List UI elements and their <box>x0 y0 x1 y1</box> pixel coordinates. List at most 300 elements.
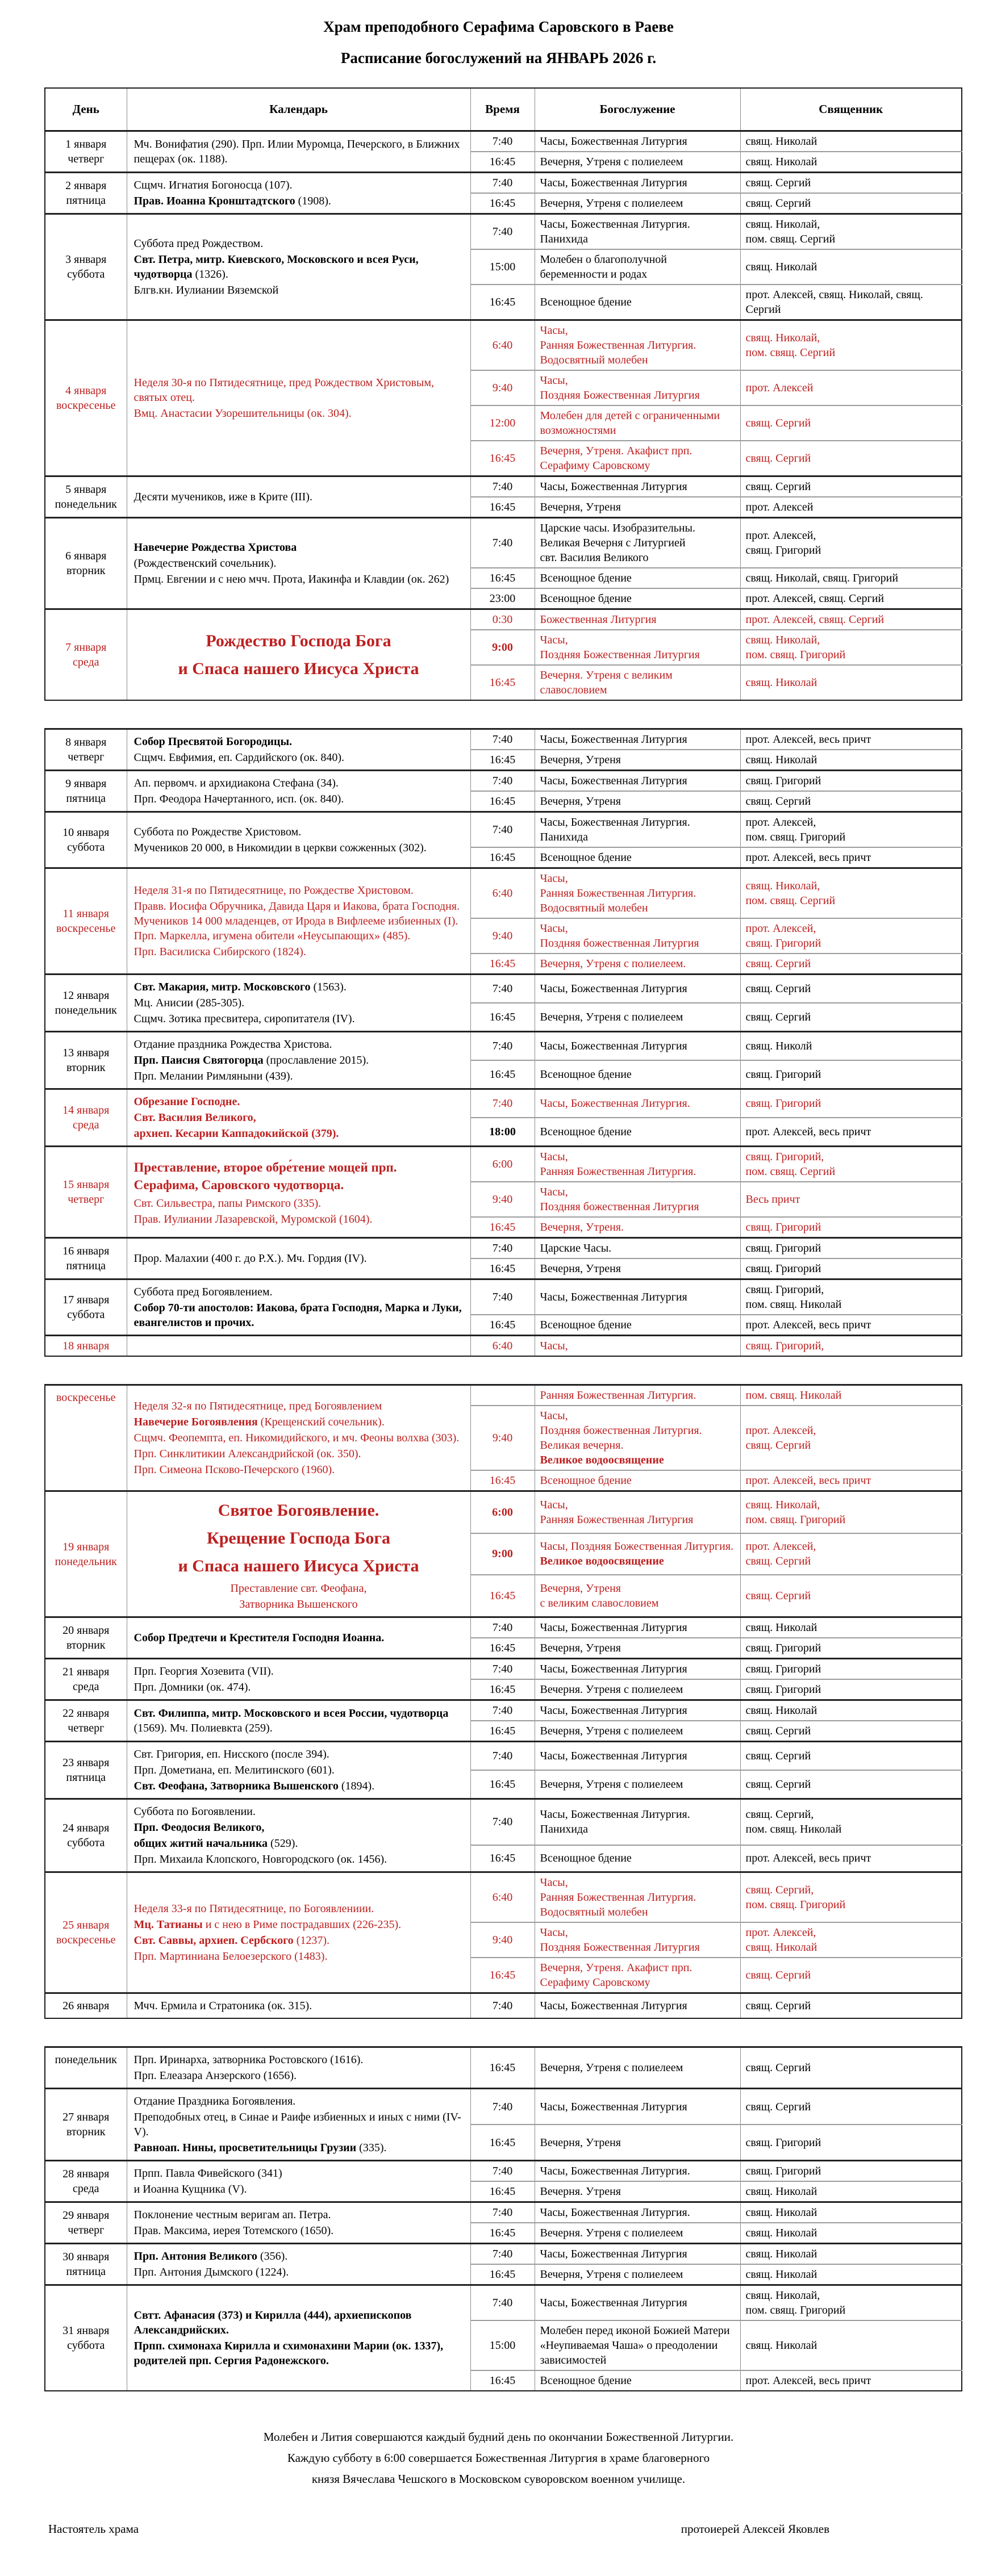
day-cell <box>45 1742 127 1799</box>
priest-cell <box>740 975 962 1003</box>
text-segment: (1237). <box>293 1934 330 1947</box>
text-line: Затворника Вышенского <box>239 1598 358 1611</box>
text-line: пом. свящ. Николай <box>745 1823 842 1836</box>
priest-cell <box>740 2089 962 2125</box>
text-line: Ранняя Божественная Литургия. <box>540 1891 696 1904</box>
text-line: свящ. Григорий <box>745 1262 821 1275</box>
priest-cell <box>740 193 962 214</box>
service-cell <box>535 1279 740 1315</box>
priest-cell <box>740 497 962 518</box>
date-label: 14 января <box>62 1104 110 1116</box>
schedule-row <box>45 1089 962 1118</box>
time-cell: 9:00 <box>470 630 535 665</box>
weekday-label: пятница <box>66 792 106 805</box>
calendar-cell <box>127 1491 470 1617</box>
text-line: Прп. Дометиана, еп. Мелитинского (601). <box>134 1764 335 1776</box>
text-line: Поклонение честным веригам ап. Петра. <box>134 2209 331 2221</box>
text-line: Вечерня, Утреня <box>540 1262 621 1275</box>
text-segment: Свт. Филиппа, митр. Московского и всея России, чудотворца <box>134 1707 449 1720</box>
service-cell <box>535 729 740 750</box>
time-cell: 16:45 <box>470 1575 535 1617</box>
text-line: свящ. Григорий <box>745 937 821 950</box>
text-line: свящ. Сергий <box>745 452 811 465</box>
text-line: пом. свящ. Григорий <box>745 649 846 661</box>
service-cell <box>535 1845 740 1872</box>
rector-label: Настоятель храма <box>48 2522 139 2536</box>
text-line: Прп. Василиска Сибирского (1824). <box>134 946 306 958</box>
text-line: Вечерня, Утреня с полиелеем <box>540 197 683 210</box>
date-label: 25 января <box>62 1919 110 1931</box>
text-line: Часы, <box>540 1186 568 1198</box>
priest-cell <box>740 1406 962 1470</box>
priest-cell <box>740 1217 962 1238</box>
text-line <box>134 194 464 208</box>
text-line: Свт. Василия Великого, <box>134 1111 256 1124</box>
text-line: Часы, Божественная Литургия <box>540 1750 687 1762</box>
text-line: Часы, Божественная Литургия <box>540 2000 687 2012</box>
text-segment: (335). <box>356 2142 387 2154</box>
service-cell <box>535 630 740 665</box>
service-cell <box>535 285 740 320</box>
text-line: Святое Богоявление. <box>218 1501 379 1520</box>
text-line <box>134 1415 464 1429</box>
text-line: прот. Алексей <box>745 382 814 394</box>
text-line: свящ. Николай <box>745 2339 817 2352</box>
text-line: свящ. Сергий <box>745 1778 811 1791</box>
calendar-cell <box>127 131 470 173</box>
schedule-row <box>45 1279 962 1315</box>
priest-cell <box>740 2264 962 2285</box>
calendar-cell <box>127 518 470 609</box>
text-line: Ранняя Божественная Литургия. <box>540 1389 696 1402</box>
time-cell: 16:45 <box>470 285 535 320</box>
priest-cell <box>740 750 962 771</box>
text-line: Вечерня, Утреня с полиелеем <box>540 2268 683 2281</box>
time-cell: 7:40 <box>470 214 535 250</box>
priest-cell <box>740 1799 962 1845</box>
schedule-row <box>45 1799 962 1845</box>
text-line: Мучеников 20 000, в Никомидии в церкви сожженных (302). <box>134 842 427 854</box>
weekday-label: понедельник <box>55 1004 117 1017</box>
service-cell <box>535 320 740 371</box>
time-cell: 16:45 <box>470 1770 535 1799</box>
time-cell: 16:45 <box>470 1258 535 1279</box>
text-line: Правв. Иосифа Обручника, Давида Царя и Иакова, брата Господня. Мучеников 14 000 младенцев, от Ирода в Вифлееме избиенных (I). Прп. Маркелла, игумена обители «Неусыпающих» (485). <box>134 900 460 942</box>
text-line: Вмц. Анастасии Узорешительницы (ок. 304). <box>134 407 352 420</box>
priest-cell <box>740 1118 962 1147</box>
time-cell: 7:40 <box>470 1659 535 1680</box>
priest-cell <box>740 729 962 750</box>
text-line: Вечерня, Утреня <box>540 754 621 766</box>
weekday-label: суббота <box>67 1308 105 1321</box>
time-cell: 7:40 <box>470 476 535 497</box>
service-cell <box>535 2223 740 2244</box>
day-cell <box>45 2244 127 2285</box>
time-cell: 16:45 <box>470 1217 535 1238</box>
text-segment: Навечерие Рождества Христова <box>134 541 297 554</box>
day-cell <box>45 1279 127 1336</box>
calendar-cell <box>127 1659 470 1700</box>
service-cell <box>535 405 740 441</box>
text-segment: Свт. Петра, митр. Киевского, Московского и всея Руси, чудотворца <box>134 253 419 281</box>
service-cell <box>535 1617 740 1638</box>
text-line: Всенощное бдение <box>540 1126 632 1138</box>
text-line <box>134 540 464 555</box>
service-cell <box>535 2161 740 2182</box>
time-cell: 16:45 <box>470 152 535 173</box>
day-cell <box>45 868 127 975</box>
weekday-label: понедельник <box>55 1555 117 1568</box>
text-line: Мч. Вонифатия (290). Прп. Илии Муромца, Печерского, в Ближних пещерах (ок. 1188). <box>134 138 460 165</box>
date-label: 31 января <box>62 2324 110 2337</box>
text-line: Часы, Божественная Литургия <box>540 733 687 746</box>
text-line: Вечерня, Утреня с полиелеем <box>540 1778 683 1791</box>
schedule-table-4 <box>44 2046 962 2391</box>
text-line: Суббота пред Рождеством. <box>134 237 264 250</box>
time-cell: 9:40 <box>470 1406 535 1470</box>
text-line: Часы, Божественная Литургия <box>540 1291 687 1303</box>
priest-cell <box>740 2125 962 2161</box>
text-line: Царские Часы. <box>540 1242 612 1254</box>
day-cell <box>45 1385 127 1491</box>
text-line: Вечерня. Утреня с полиелеем <box>540 1683 683 1696</box>
text-line: Отдание праздника Рождества Христова. <box>134 1038 332 1051</box>
priest-cell <box>740 609 962 630</box>
signature-row <box>48 2522 829 2536</box>
service-cell <box>535 771 740 792</box>
service-cell <box>535 497 740 518</box>
text-segment: Прп. Антония Великого <box>134 2250 257 2263</box>
service-cell <box>535 1638 740 1659</box>
text-line: Поздняя божественная Литургия <box>540 937 699 950</box>
text-line: Суббота по Рождестве Христовом. <box>134 826 302 838</box>
time-cell: 16:45 <box>470 847 535 868</box>
schedule-row <box>45 1617 962 1638</box>
calendar-cell <box>127 771 470 812</box>
calendar-cell <box>127 2047 470 2089</box>
priest-cell <box>740 2161 962 2182</box>
time-cell: 7:40 <box>470 173 535 194</box>
text-line: Великое водоосвящение <box>540 1454 664 1466</box>
priest-cell <box>740 131 962 152</box>
schedule-row <box>45 131 962 152</box>
date-label: 17 января <box>62 1294 110 1306</box>
schedule-row <box>45 2285 962 2321</box>
text-line: Вечерня, Утреня с полиелеем. <box>540 957 686 970</box>
weekday-label: четверг <box>68 1193 105 1206</box>
text-line: свящ. Григорий <box>745 1683 821 1696</box>
date-label: 2 января <box>65 179 107 192</box>
text-segment: Прп. Феодосия Великого, <box>134 1821 265 1834</box>
day-cell <box>45 975 127 1032</box>
text-line: свящ. Сергий <box>745 1750 811 1762</box>
text-line: Часы, Божественная Литургия. <box>540 2165 690 2177</box>
service-cell <box>535 665 740 700</box>
day-cell <box>45 2089 127 2161</box>
day-cell <box>45 518 127 609</box>
text-line: Молебен для детей с ограниченными возможностями <box>540 409 720 437</box>
time-cell: 9:40 <box>470 370 535 405</box>
header-row <box>45 88 962 131</box>
date-label: 26 января <box>62 2000 110 2012</box>
text-line: Часы, Божественная Литургия <box>540 1621 687 1634</box>
text-segment: Свт. Макария, митр. Московского <box>134 981 311 993</box>
priest-cell <box>740 1147 962 1182</box>
text-line: Всенощное бдение <box>540 296 632 308</box>
service-cell <box>535 1659 740 1680</box>
priest-cell <box>740 1279 962 1315</box>
text-line: свящ. Григорий <box>745 1242 821 1254</box>
schedule-row <box>45 975 962 1003</box>
date-label: 27 января <box>62 2111 110 2123</box>
text-line: свящ. Сергий <box>745 795 811 808</box>
calendar-cell <box>127 1799 470 1872</box>
text-line: пом. свящ. Николай <box>745 1298 842 1311</box>
text-line: Весь причт <box>745 1193 800 1206</box>
service-cell <box>535 2285 740 2321</box>
text-line: Часы, Божественная Литургия. <box>540 2206 690 2219</box>
time-cell: 6:40 <box>470 1336 535 1357</box>
service-cell <box>535 1003 740 1032</box>
text-line: Прпп. Павла Фивейского (341) <box>134 2167 282 2180</box>
service-cell <box>535 2320 740 2370</box>
text-line: свящ. Сергий <box>745 480 811 493</box>
schedule-row <box>45 2244 962 2265</box>
text-line: Неделя 30-я по Пятидесятнице, пред Рождеством Христовым, святых отец. <box>134 377 435 404</box>
text-line: Часы, <box>540 374 568 387</box>
text-line: свящ. Сергий <box>745 177 811 189</box>
day-cell <box>45 609 127 701</box>
day-cell <box>45 214 127 320</box>
text-segment: (356). <box>257 2250 288 2263</box>
text-line: прот. Алексей, <box>745 922 816 935</box>
calendar-cell <box>127 173 470 214</box>
service-cell <box>535 609 740 630</box>
time-cell: 9:40 <box>470 1182 535 1217</box>
day-cell <box>45 2161 127 2202</box>
time-cell: 7:40 <box>470 2244 535 2265</box>
schedule-table-3 <box>44 1384 962 2019</box>
text-segment: (Крещенский сочельник). <box>257 1416 385 1428</box>
text-line: прот. Алексей, <box>745 1424 816 1437</box>
text-line: Ранняя Божественная Литургия. <box>540 887 696 900</box>
service-cell <box>535 1118 740 1147</box>
text-line: Ранняя Божественная Литургия. <box>540 339 696 352</box>
text-line: Часы, Божественная Литургия <box>540 2248 687 2260</box>
calendar-cell <box>127 609 470 701</box>
service-cell <box>535 2181 740 2202</box>
calendar-cell <box>127 1385 470 1491</box>
text-line: (Рождественский сочельник). <box>134 557 277 570</box>
text-line: свящ. Николай <box>745 676 817 689</box>
text-line: свящ. Николай <box>745 135 817 148</box>
priest-cell <box>740 2244 962 2265</box>
date-label: 23 января <box>62 1757 110 1769</box>
priest-cell <box>740 405 962 441</box>
schedule-row <box>45 1742 962 1771</box>
text-line: Вечерня, Утреня <box>540 1582 621 1595</box>
text-line: Сщмч. Зотика пресвитера, сиропитателя (IV). <box>134 1013 355 1025</box>
text-line: Преподобных отец, в Синае и Раифе избиенных и иных с ними (IV-V). <box>134 2111 461 2138</box>
service-cell <box>535 476 740 497</box>
priest-cell <box>740 441 962 476</box>
time-cell: 16:45 <box>470 2264 535 2285</box>
time-cell: 7:40 <box>470 2202 535 2223</box>
service-cell <box>535 214 740 250</box>
service-cell <box>535 847 740 868</box>
calendar-cell <box>127 476 470 518</box>
text-line <box>134 1933 464 1948</box>
weekday-label: четверг <box>68 2224 105 2236</box>
text-line: Крещение Господа Бога <box>206 1529 391 1548</box>
day-cell <box>45 812 127 868</box>
text-line: прот. Алексей, весь причт <box>745 733 871 746</box>
priest-cell <box>740 1258 962 1279</box>
text-line: Поздняя божественная Литургия. <box>540 1424 702 1437</box>
text-line: Часы, <box>540 922 568 935</box>
time-cell: 6:40 <box>470 868 535 919</box>
calendar-cell <box>127 320 470 476</box>
calendar-cell <box>127 1147 470 1238</box>
time-cell: 6:40 <box>470 320 535 371</box>
text-line: Великая вечерня. <box>540 1439 624 1452</box>
schedule-row <box>45 771 962 792</box>
time-cell: 18:00 <box>470 1118 535 1147</box>
text-line: и Спаса нашего Иисуса Христа <box>178 659 419 678</box>
priest-cell <box>740 2181 962 2202</box>
service-cell <box>535 954 740 975</box>
schedule-row <box>45 214 962 250</box>
service-cell <box>535 1799 740 1845</box>
priest-cell <box>740 868 962 919</box>
text-line: свящ. Григорий <box>745 775 821 787</box>
text-line: Часы, Божественная Литургия <box>540 1704 687 1717</box>
priest-cell <box>740 1032 962 1061</box>
date-label: 12 января <box>62 989 110 1002</box>
time-cell: 16:45 <box>470 1845 535 1872</box>
text-line: свящ. Григорий <box>745 1663 821 1675</box>
calendar-cell <box>127 1089 470 1147</box>
date-label: 13 января <box>62 1047 110 1059</box>
service-cell <box>535 518 740 568</box>
text-line: Всенощное бдение <box>540 1852 632 1865</box>
time-cell: 7:40 <box>470 2285 535 2321</box>
schedule-row <box>45 476 962 497</box>
service-cell <box>535 1385 740 1406</box>
time-cell: 7:40 <box>470 2089 535 2125</box>
text-line: пом. свящ. Григорий <box>745 2304 846 2316</box>
priest-cell <box>740 320 962 371</box>
weekday-label: понедельник <box>55 498 117 511</box>
service-cell <box>535 1406 740 1470</box>
footer-note-line: Каждую субботу в 6:00 совершается Божественная Литургия в храме благоверного <box>287 2450 710 2465</box>
text-line <box>134 734 464 749</box>
time-cell: 7:40 <box>470 1279 535 1315</box>
text-line: Часы, <box>540 1498 568 1511</box>
time-cell: 16:45 <box>470 665 535 700</box>
date-label: 30 января <box>62 2251 110 2263</box>
date-label: 4 января <box>65 384 107 397</box>
priest-cell <box>740 1470 962 1491</box>
text-line: свящ. Николай <box>745 2227 817 2239</box>
priest-cell <box>740 1617 962 1638</box>
rector-name: протоиерей Алексей Яковлев <box>681 2522 829 2536</box>
day-cell <box>45 729 127 771</box>
day-cell <box>45 1032 127 1089</box>
schedule-row <box>45 2089 962 2125</box>
time-cell: 6:40 <box>470 1872 535 1923</box>
weekday-label: воскресенье <box>56 922 116 935</box>
text-line: Поздняя Божественная Литургия <box>540 1941 700 1954</box>
date-label: 7 января <box>65 641 107 654</box>
schedule-table-1 <box>44 87 962 701</box>
text-line: свящ. Николай <box>745 2206 817 2219</box>
text-segment: (1326). <box>192 268 228 281</box>
text-line: свящ. Григорий <box>745 1068 821 1081</box>
text-line: Прмц. Евгении и с нею мчч. Прота, Иакинфа и Клавдии (ок. 262) <box>134 573 449 586</box>
text-line: свящ. Николай, свящ. Григорий <box>745 572 899 584</box>
text-line: свящ. Николай, <box>745 1498 820 1511</box>
text-segment: Навечерие Богоявления <box>134 1416 258 1428</box>
text-line: пом. свящ. Сергий <box>745 233 836 245</box>
schedule-row <box>45 1385 962 1406</box>
text-line: Всенощное бдение <box>540 572 632 584</box>
text-line <box>134 1053 464 1068</box>
text-line: Часы, Божественная Литургия <box>540 2100 687 2113</box>
time-cell: 7:40 <box>470 131 535 152</box>
service-cell <box>535 918 740 954</box>
priest-cell <box>740 812 962 848</box>
text-line: свящ. Григорий <box>745 2165 821 2177</box>
text-line: свт. Василия Великого <box>540 551 649 564</box>
text-line: Преставление, второе обре́тение мощей прп. Серафима, Саровского чудотворца. <box>134 1160 397 1192</box>
day-cell <box>45 131 127 173</box>
text-line: Прп. Феодора Начертанного, исп. (ок. 840). <box>134 793 344 805</box>
time-cell: 7:40 <box>470 812 535 848</box>
schedule-row <box>45 320 962 371</box>
priest-cell <box>740 285 962 320</box>
priest-cell <box>740 918 962 954</box>
text-line: свящ. Сергий <box>745 1011 811 1023</box>
text-line: свящ. Николай <box>745 2185 817 2198</box>
day-cell <box>45 2285 127 2391</box>
text-line: свящ. Сергий <box>745 982 811 995</box>
text-line: Водосвятный молебен <box>540 902 648 914</box>
text-segment: Собор 70-ти апостолов: Иакова, брата Господня, Марка и Луки, евангелистов и прочих. <box>134 1302 462 1329</box>
service-cell <box>535 1089 740 1118</box>
text-line: свящ. Григорий <box>745 1097 821 1110</box>
text-line: пом. свящ. Сергий <box>745 346 836 359</box>
text-line: Вечерня, Утреня <box>540 795 621 808</box>
date-label: 15 января <box>62 1178 110 1191</box>
day-cell <box>45 1700 127 1742</box>
text-line: и Иоанна Кущника (V). <box>134 2183 247 2196</box>
text-line: свящ. Николай <box>745 261 817 273</box>
text-line: свящ. Сергий <box>745 2000 811 2012</box>
service-cell <box>535 1679 740 1700</box>
text-line: Прор. Малахии (400 г. до Р.Х.). Мч. Гордия (IV). <box>134 1252 367 1265</box>
text-line: Неделя 32-я по Пятидесятнице, пред Богоявлением <box>134 1400 382 1412</box>
day-cell <box>45 173 127 214</box>
text-line: прот. Алексей, <box>745 1926 816 1939</box>
text-line: прот. Алексей, <box>745 1540 816 1553</box>
text-line <box>134 1779 464 1793</box>
time-cell: 7:40 <box>470 1799 535 1845</box>
text-line: Прп. Иринарха, затворника Ростовского (1616). <box>134 2054 364 2066</box>
day-cell <box>45 2047 127 2089</box>
text-line: прот. Алексей, весь причт <box>745 1852 871 1865</box>
time-cell: 7:40 <box>470 1032 535 1061</box>
